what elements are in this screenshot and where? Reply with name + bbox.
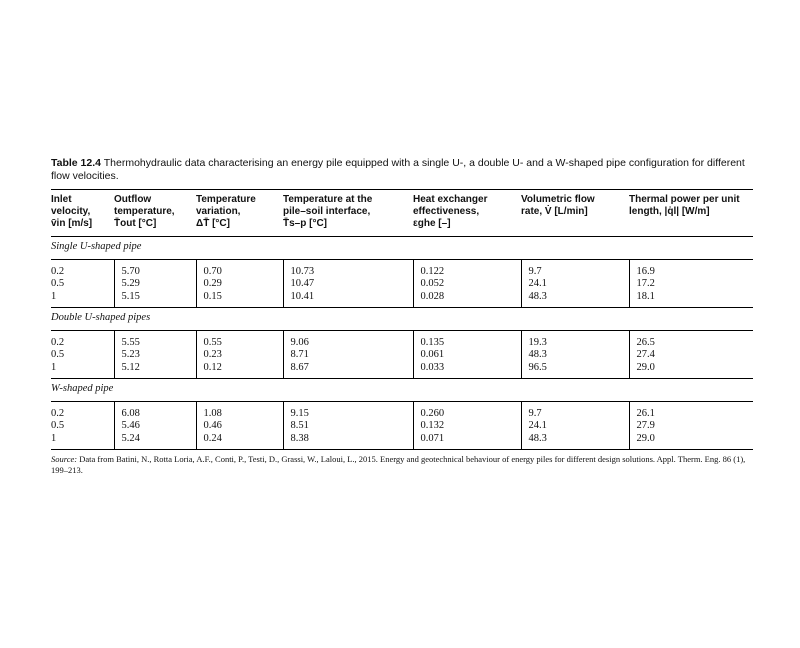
data-cell — [629, 401, 753, 450]
group-data-row — [51, 259, 753, 308]
section-row — [51, 237, 753, 260]
cell-value: 0.46 — [203, 420, 222, 431]
cell-value: 8.71 — [290, 349, 309, 360]
cell-value: 9.15 — [290, 407, 309, 419]
cell-value: 0.135 — [420, 336, 445, 348]
cell-value: 17.2 — [636, 278, 655, 289]
data-cell — [413, 401, 521, 450]
data-cell — [413, 259, 521, 308]
cell-value: 0.2 — [51, 265, 65, 277]
header-interface-temperature: Temperature at the pile–soil interface, T̄s–p [°C] — [283, 190, 413, 237]
cell-value: 9.7 — [528, 265, 542, 277]
cell-value: 48.3 — [528, 349, 547, 360]
cell-value: 8.51 — [290, 420, 309, 431]
data-cell — [521, 330, 629, 379]
data-cell — [521, 401, 629, 450]
cell-value: 0.061 — [420, 349, 445, 360]
table-label: Table 12.4 — [51, 157, 101, 169]
cell-value: 0.028 — [420, 290, 445, 302]
section-title: Single U-shaped pipe — [51, 237, 753, 260]
cell-value: 0.15 — [203, 290, 222, 302]
data-cell — [283, 259, 413, 308]
cell-value: 0.5 — [51, 420, 65, 431]
cell-value: 0.24 — [203, 432, 222, 444]
cell-value: 16.9 — [636, 265, 655, 277]
group-data-row — [51, 401, 753, 450]
header-row — [51, 190, 753, 237]
cell-value: 5.24 — [121, 432, 140, 444]
cell-value: 9.06 — [290, 336, 309, 348]
cell-value: 0.29 — [203, 278, 222, 289]
cell-value: 10.41 — [290, 290, 315, 302]
section-title: W-shaped pipe — [51, 379, 753, 402]
data-cell — [114, 259, 196, 308]
cell-value: 5.70 — [121, 265, 140, 277]
cell-value: 0.55 — [203, 336, 222, 348]
source-text: Data from Batini, N., Rotta Loria, A.F., Conti, P., Testi, D., Grassi, W., Laloui, L., 2015. Energy and geotechnical behaviour of energy piles for different design solutions. Appl. Therm. Eng. 86 (1), 199–213. — [51, 454, 746, 475]
cell-value: 0.071 — [420, 432, 445, 444]
cell-value: 0.260 — [420, 407, 445, 419]
cell-value: 0.2 — [51, 336, 65, 348]
cell-value: 0.5 — [51, 278, 65, 289]
header-inlet-velocity: Inlet velocity, v̄in [m/s] — [51, 190, 114, 237]
cell-value: 29.0 — [636, 432, 655, 444]
cell-value: 96.5 — [528, 361, 547, 373]
cell-value: 5.12 — [121, 361, 140, 373]
header-outflow-temperature: Outflow temperature, T̄out [°C] — [114, 190, 196, 237]
cell-value: 8.38 — [290, 432, 309, 444]
cell-value: 48.3 — [528, 290, 547, 302]
header-thermal-power: Thermal power per unit length, |q̇l| [W/m] — [629, 190, 753, 237]
cell-value: 0.23 — [203, 349, 222, 360]
header-effectiveness: Heat exchanger effectiveness, εghe [–] — [413, 190, 521, 237]
cell-value: 26.5 — [636, 336, 655, 348]
source-label: Source: — [51, 454, 78, 464]
cell-value: 24.1 — [528, 420, 547, 431]
section-title: Double U-shaped pipes — [51, 308, 753, 331]
cell-value: 19.3 — [528, 336, 547, 348]
cell-value: 48.3 — [528, 432, 547, 444]
cell-value: 0.132 — [420, 420, 445, 431]
caption-text: Thermohydraulic data characterising an energy pile equipped with a single U-, a double U- and a W-shaped pipe configuration for different flow velocities. — [51, 157, 745, 182]
cell-value: 5.29 — [121, 278, 140, 289]
cell-value: 5.15 — [121, 290, 140, 302]
group-data-row — [51, 330, 753, 379]
cell-value: 0.033 — [420, 361, 445, 373]
cell-value: 24.1 — [528, 278, 547, 289]
cell-value: 0.12 — [203, 361, 222, 373]
section-row — [51, 308, 753, 331]
table-caption — [51, 157, 753, 183]
data-cell — [196, 259, 283, 308]
data-cell — [629, 330, 753, 379]
cell-value: 26.1 — [636, 407, 655, 419]
cell-value: 27.9 — [636, 420, 655, 431]
cell-value: 1 — [51, 432, 57, 444]
cell-value: 8.67 — [290, 361, 309, 373]
cell-value: 0.052 — [420, 278, 445, 289]
table-body — [51, 237, 753, 450]
data-cell — [521, 259, 629, 308]
cell-value: 18.1 — [636, 290, 655, 302]
data-cell — [51, 330, 114, 379]
data-table — [51, 189, 753, 450]
cell-value: 1.08 — [203, 407, 222, 419]
cell-value: 1 — [51, 361, 57, 373]
data-cell — [283, 401, 413, 450]
data-cell — [413, 330, 521, 379]
table-block — [51, 157, 753, 476]
cell-value: 5.46 — [121, 420, 140, 431]
cell-value: 6.08 — [121, 407, 140, 419]
data-cell — [629, 259, 753, 308]
header-flow-rate: Volumetric flow rate, V̇ [L/min] — [521, 190, 629, 237]
cell-value: 0.70 — [203, 265, 222, 277]
cell-value: 27.4 — [636, 349, 655, 360]
data-cell — [283, 330, 413, 379]
header-temperature-variation: Temperature variation, ΔT̄ [°C] — [196, 190, 283, 237]
cell-value: 10.47 — [290, 278, 315, 289]
source-note — [51, 454, 753, 476]
cell-value: 1 — [51, 290, 57, 302]
cell-value: 0.122 — [420, 265, 445, 277]
data-cell — [196, 330, 283, 379]
data-cell — [51, 259, 114, 308]
section-row — [51, 379, 753, 402]
data-cell — [114, 401, 196, 450]
data-cell — [114, 330, 196, 379]
cell-value: 9.7 — [528, 407, 542, 419]
cell-value: 0.2 — [51, 407, 65, 419]
cell-value: 5.55 — [121, 336, 140, 348]
cell-value: 5.23 — [121, 349, 140, 360]
data-cell — [196, 401, 283, 450]
data-cell — [51, 401, 114, 450]
cell-value: 0.5 — [51, 349, 65, 360]
cell-value: 10.73 — [290, 265, 315, 277]
cell-value: 29.0 — [636, 361, 655, 373]
